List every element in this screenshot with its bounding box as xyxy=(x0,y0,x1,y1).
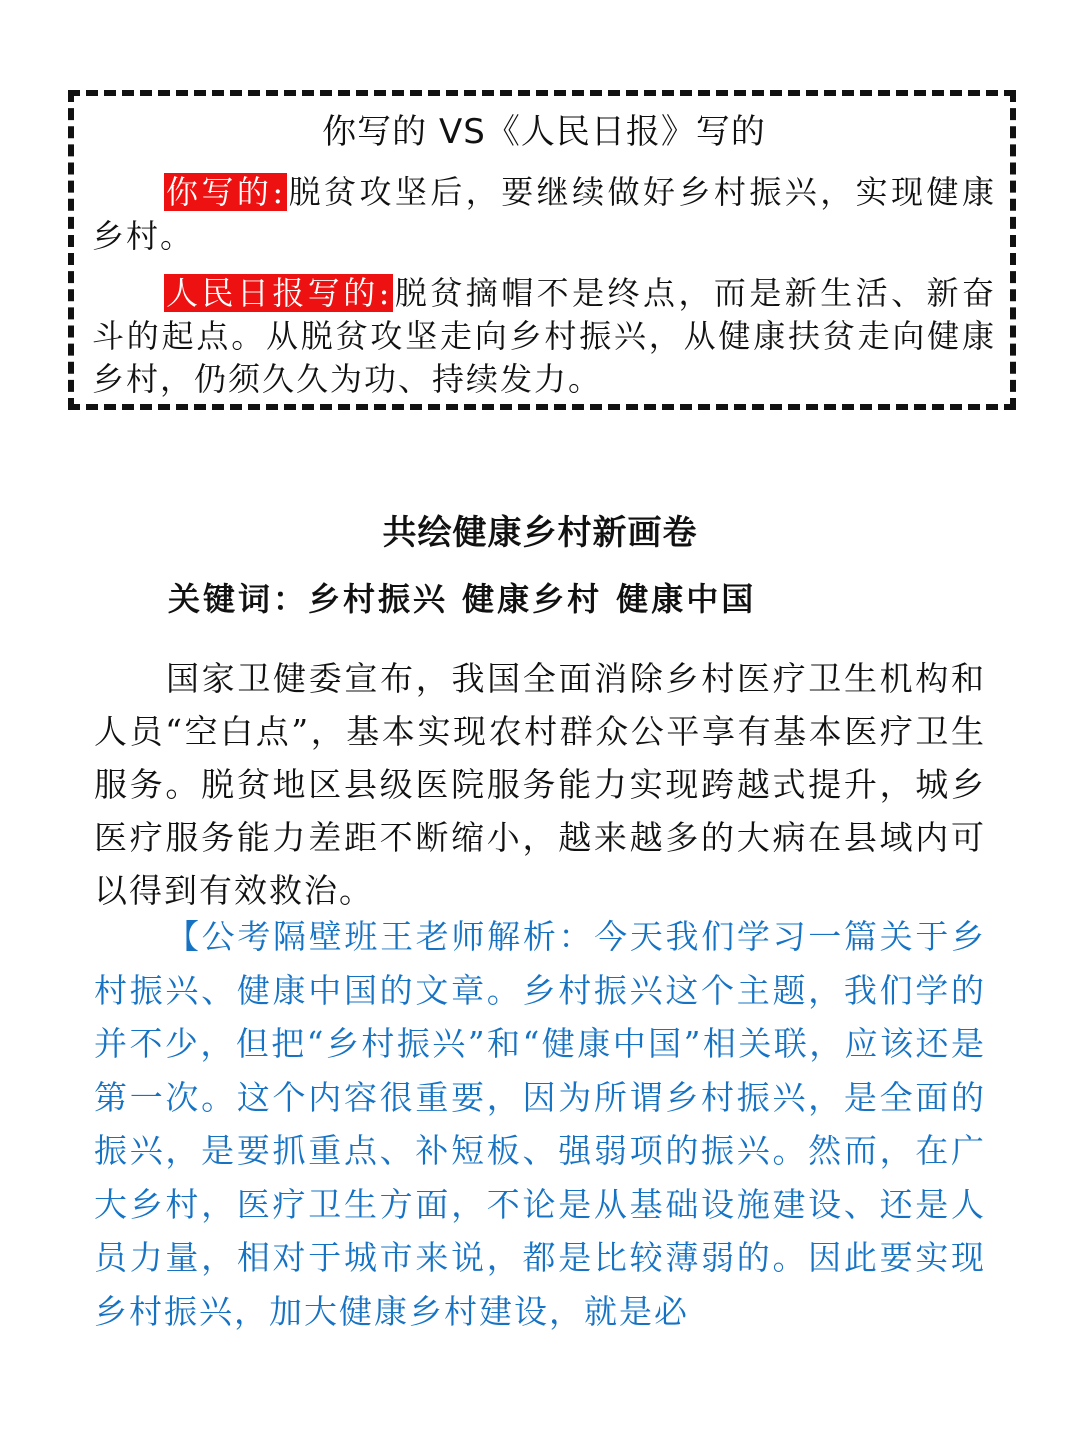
article-title: 共绘健康乡村新画卷 xyxy=(382,513,698,553)
teacher-analysis-paragraph: 【公考隔壁班王老师解析：今天我们学习一篇关于乡村振兴、健康中国的文章。乡村振兴这个主题，我们学的并不少，但把“乡村振兴”和“健康中国”相关联，应该还是第一次。这个内容很重要，因为所谓乡村振兴，是全面的振兴，是要抓重点、补短板、强弱项的振兴。然而，在广大乡村，医疗卫生方面，不论是从基础设施建设、还是人员力量，相对于城市来说，都是比较薄弱的。因此要实现乡村振兴，加大健康乡村建设，就是必 xyxy=(94,917,986,1331)
peoples-daily-text: 脱贫摘帽不是终点，而是新生活、新奋斗的起点。从脱贫攻坚走向乡村振兴，从健康扶贫走向健康乡村，仍须久久为功、持续发力。 xyxy=(92,274,996,398)
article-keywords: 关键词：乡村振兴 健康乡村 健康中国 xyxy=(168,580,757,618)
peoples-daily-paragraph xyxy=(92,272,996,401)
comparison-box xyxy=(68,90,1016,410)
you-wrote-text: 脱贫攻坚后，要继续做好乡村振兴，实现健康乡村。 xyxy=(92,173,996,255)
you-wrote-label: 你写的: xyxy=(166,173,286,211)
article-paragraph: 国家卫健委宣布，我国全面消除乡村医疗卫生机构和人员“空白点”，基本实现农村群众公平享有基本医疗卫生服务。脱贫地区县级医院服务能力实现跨越式提升，城乡医疗服务能力差距不断缩小，越来越多的大病在县域内可以得到有效救治。 xyxy=(94,659,986,910)
you-wrote-paragraph xyxy=(92,170,996,258)
comparison-title: 你写的 VS《人民日报》写的 xyxy=(322,112,766,152)
peoples-daily-label: 人民日报写的: xyxy=(166,274,392,312)
